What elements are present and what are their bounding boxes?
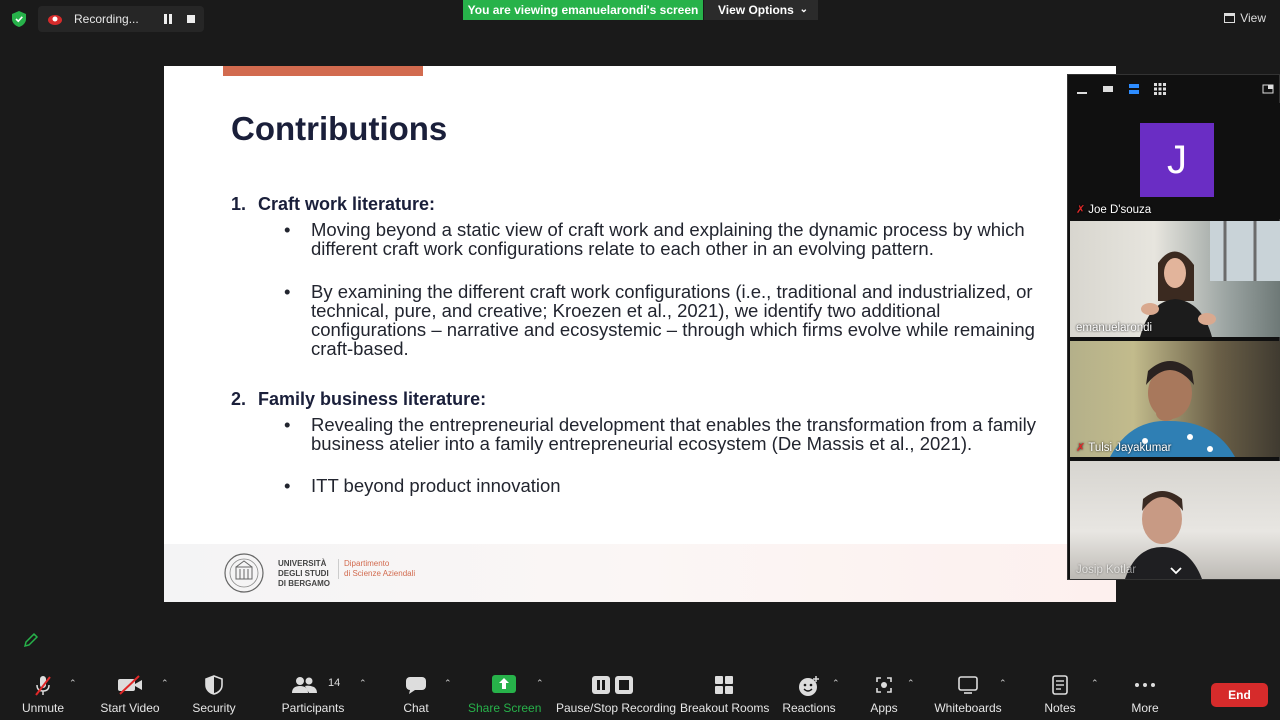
notes-button[interactable]	[1038, 664, 1082, 720]
section-heading-2	[231, 389, 486, 410]
audio-options-caret[interactable]: ⌃	[69, 678, 77, 688]
participants-button[interactable]	[280, 664, 346, 720]
section-heading-text: Family business literature:	[258, 389, 487, 409]
section-heading-text: Craft work literature:	[258, 194, 436, 214]
recording-label: Recording...	[74, 12, 139, 26]
notes-label: Notes	[1044, 701, 1076, 715]
breakout-rooms-icon	[714, 675, 734, 695]
gallery-view-icon[interactable]	[1154, 83, 1166, 95]
university-name	[278, 559, 330, 589]
encryption-shield-icon[interactable]	[12, 11, 26, 27]
stop-recording-icon[interactable]	[187, 15, 195, 23]
recording-indicator	[38, 6, 204, 32]
video-off-icon	[117, 675, 143, 695]
participant-tile[interactable]	[1070, 103, 1280, 219]
video-options-caret[interactable]: ⌃	[161, 678, 169, 688]
section-number: 1.	[231, 194, 247, 214]
share-screen-arrow-icon	[492, 675, 516, 693]
view-button[interactable]	[1224, 11, 1266, 25]
participant-tile[interactable]	[1070, 461, 1280, 579]
participant-video-feed	[1070, 221, 1280, 337]
security-button[interactable]	[190, 664, 238, 720]
section-heading-1	[231, 194, 435, 215]
participant-name: emanuelarondi	[1076, 322, 1153, 334]
view-options-button[interactable]	[704, 0, 818, 20]
participants-icon	[292, 675, 318, 695]
bullet-item: • Moving beyond a static view of craft work and explaining the dynamic process by which different craft work configurations relate to each other in an evolving pattern.	[311, 220, 1051, 258]
bullet-item: • ITT beyond product innovation	[311, 476, 1051, 495]
university-line: DEGLI STUDI	[278, 569, 329, 578]
shared-screen-slide	[164, 66, 1116, 602]
breakout-rooms-label: Breakout Rooms	[680, 701, 770, 715]
apps-options-caret[interactable]: ⌃	[907, 678, 915, 688]
cloud-recording-icon	[48, 12, 62, 26]
participant-gallery	[1067, 74, 1280, 580]
pause-stop-recording-icon	[591, 675, 635, 695]
apps-icon	[874, 675, 894, 695]
reactions-label: Reactions	[782, 701, 836, 715]
more-dots-icon	[1134, 675, 1156, 695]
whiteboard-icon	[957, 675, 979, 695]
share-screen-button[interactable]	[468, 664, 540, 720]
department-line: Dipartimento	[344, 559, 390, 568]
participants-options-caret[interactable]: ⌃	[359, 678, 367, 688]
view-options-label: View Options	[718, 3, 794, 17]
unmute-button[interactable]	[12, 664, 74, 720]
university-line: UNIVERSITÀ	[278, 559, 327, 568]
participant-name: Josip Kotlar	[1076, 564, 1137, 576]
security-shield-icon	[205, 675, 223, 695]
chat-button[interactable]	[396, 664, 436, 720]
whiteboards-button[interactable]	[932, 664, 1004, 720]
participant-tile[interactable]	[1070, 341, 1280, 457]
minimize-icon[interactable]	[1076, 83, 1088, 95]
apps-label: Apps	[870, 701, 898, 715]
view-layout-icon	[1224, 13, 1235, 23]
meeting-control-bar	[0, 664, 1280, 720]
participants-label: Participants	[281, 701, 345, 715]
whiteboards-label: Whiteboards	[934, 701, 1002, 715]
reactions-button[interactable]	[782, 664, 836, 720]
participant-video-feed	[1070, 461, 1280, 579]
breakout-rooms-button[interactable]	[680, 664, 768, 720]
apps-button[interactable]	[864, 664, 904, 720]
participant-name-text: Joe D'souza	[1088, 204, 1152, 216]
university-line: DI BERGAMO	[278, 579, 330, 588]
end-meeting-button[interactable]: End	[1211, 683, 1268, 707]
bullet-item: • By examining the different craft work configurations (i.e., traditional and industrialized, or technical, pure, and creative; Kroezen et al., 2021), we identify two additional configurations – narrative and ecosystemic – through which firms evolve while remaining craft-based.	[311, 282, 1051, 358]
participants-count: 14	[328, 677, 341, 689]
participant-name	[1076, 441, 1172, 454]
security-label: Security	[192, 701, 236, 715]
muted-mic-icon: ✗	[1076, 442, 1086, 454]
view-label: View	[1240, 11, 1266, 25]
muted-microphone-icon	[33, 675, 53, 697]
reactions-smiley-icon	[798, 675, 820, 697]
chat-label: Chat	[403, 701, 429, 715]
start-video-button[interactable]	[98, 664, 162, 720]
notes-options-caret[interactable]: ⌃	[1091, 678, 1099, 688]
slide-title: Contributions	[231, 110, 448, 147]
section-number: 2.	[231, 389, 247, 409]
chevron-down-icon[interactable]	[1170, 567, 1182, 575]
pause-stop-recording-label: Pause/Stop Recording	[556, 701, 677, 715]
chat-bubble-icon	[405, 675, 427, 695]
bullet-item: • Revealing the entrepreneurial development that enables the transformation from a family business atelier into a family entrepreneurial ecosystem (De Massis et al., 2021).	[311, 415, 1051, 453]
avatar: J	[1140, 123, 1214, 197]
notes-icon	[1051, 675, 1069, 695]
chevron-down-icon: ⌄	[799, 4, 808, 15]
pause-recording-icon[interactable]	[163, 14, 173, 24]
university-seal-icon	[222, 552, 266, 594]
unmute-label: Unmute	[21, 701, 65, 715]
gallery-toolbar	[1068, 75, 1280, 103]
participant-tile[interactable]	[1070, 221, 1280, 337]
speaker-view-icon[interactable]	[1128, 83, 1140, 95]
viewing-screen-banner: You are viewing emanuelarondi's screen	[463, 0, 703, 20]
share-screen-label: Share Screen	[468, 701, 542, 715]
participant-name-text: Tulsi Jayakumar	[1088, 442, 1172, 454]
department-line: di Scienze Aziendali	[344, 569, 416, 578]
start-video-label: Start Video	[100, 701, 160, 715]
chat-options-caret[interactable]: ⌃	[444, 678, 452, 688]
slide-accent-bar	[223, 66, 423, 76]
annotate-pencil-icon[interactable]	[22, 631, 40, 649]
muted-mic-icon: ✗	[1076, 204, 1086, 216]
hide-video-icon[interactable]	[1102, 83, 1114, 95]
pop-out-icon[interactable]	[1262, 83, 1274, 95]
share-options-caret[interactable]: ⌃	[536, 678, 544, 688]
whiteboards-options-caret[interactable]: ⌃	[999, 678, 1007, 688]
pause-stop-recording-button[interactable]	[556, 664, 677, 720]
more-label: More	[1131, 701, 1159, 715]
meeting-top-bar	[0, 0, 1280, 38]
department-name	[338, 559, 415, 579]
participant-video-feed	[1070, 341, 1280, 457]
more-button[interactable]	[1124, 664, 1166, 720]
reactions-options-caret[interactable]: ⌃	[832, 678, 840, 688]
participant-name	[1076, 203, 1151, 216]
